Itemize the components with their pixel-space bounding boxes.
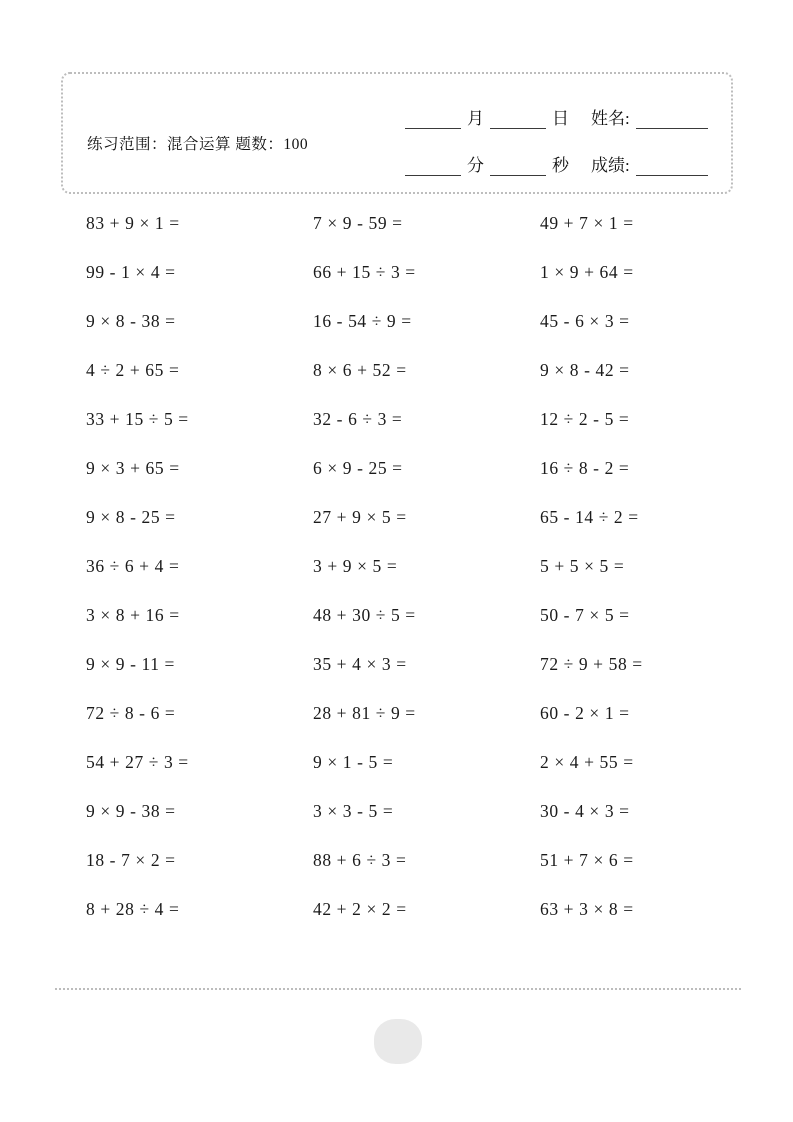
score-label: 成绩:	[591, 156, 630, 175]
practice-range-label: 练习范围：混合运算 题数：100	[87, 136, 309, 153]
problem-expression: 9 × 3 + 65 =	[86, 458, 180, 478]
problem-expression: 9 × 9 - 38 =	[86, 801, 176, 821]
problem-expression: 35 + 4 × 3 =	[313, 654, 407, 674]
problem-expression: 33 + 15 ÷ 5 =	[86, 409, 189, 429]
header-box	[61, 72, 733, 194]
minute-unit-label: 分	[467, 156, 484, 175]
problem-expression: 60 - 2 × 1 =	[540, 703, 630, 723]
problem-expression: 9 × 8 - 42 =	[540, 360, 630, 380]
problem-expression: 50 - 7 × 5 =	[540, 605, 630, 625]
second-blank-line	[490, 162, 546, 176]
problem-expression: 16 ÷ 8 - 2 =	[540, 458, 630, 478]
problems-grid	[86, 199, 746, 934]
problem-expression: 48 + 30 ÷ 5 =	[313, 605, 416, 625]
date-name-line	[399, 104, 708, 129]
problem-expression: 9 × 8 - 38 =	[86, 311, 176, 331]
problem-expression: 49 + 7 × 1 =	[540, 213, 634, 233]
month-blank-line	[405, 115, 461, 129]
problem-expression: 4 ÷ 2 + 65 =	[86, 360, 180, 380]
problem-expression: 72 ÷ 8 - 6 =	[86, 703, 176, 723]
problem-expression: 45 - 6 × 3 =	[540, 311, 630, 331]
problem-expression: 72 ÷ 9 + 58 =	[540, 654, 643, 674]
problem-expression: 30 - 4 × 3 =	[540, 801, 630, 821]
problem-expression: 63 + 3 × 8 =	[540, 899, 634, 919]
problem-expression: 8 × 6 + 52 =	[313, 360, 407, 380]
problem-expression: 32 - 6 ÷ 3 =	[313, 409, 403, 429]
problem-expression: 9 × 1 - 5 =	[313, 752, 394, 772]
page-break-divider	[55, 988, 741, 990]
problem-expression: 3 × 8 + 16 =	[86, 605, 180, 625]
problem-expression: 18 - 7 × 2 =	[86, 850, 176, 870]
problem-expression: 42 + 2 × 2 =	[313, 899, 407, 919]
day-unit-label: 日	[552, 109, 569, 128]
problem-expression: 51 + 7 × 6 =	[540, 850, 634, 870]
second-unit-label: 秒	[552, 156, 569, 175]
problem-expression: 99 - 1 × 4 =	[86, 262, 176, 282]
minute-blank-line	[405, 162, 461, 176]
problem-expression: 83 + 9 × 1 =	[86, 213, 180, 233]
problem-expression: 28 + 81 ÷ 9 =	[313, 703, 416, 723]
problem-expression: 6 × 9 - 25 =	[313, 458, 403, 478]
problem-expression: 16 - 54 ÷ 9 =	[313, 311, 412, 331]
problem-expression: 9 × 9 - 11 =	[86, 654, 175, 674]
name-blank-line	[636, 115, 708, 129]
problem-expression: 65 - 14 ÷ 2 =	[540, 507, 639, 527]
problem-expression: 2 × 4 + 55 =	[540, 752, 634, 772]
problem-expression: 5 + 5 × 5 =	[540, 556, 625, 576]
problem-expression: 12 ÷ 2 - 5 =	[540, 409, 630, 429]
problem-expression: 7 × 9 - 59 =	[313, 213, 403, 233]
problem-expression: 36 ÷ 6 + 4 =	[86, 556, 180, 576]
problem-expression: 8 + 28 ÷ 4 =	[86, 899, 180, 919]
time-score-line	[399, 151, 708, 176]
name-label: 姓名:	[591, 109, 630, 128]
problem-expression: 3 + 9 × 5 =	[313, 556, 398, 576]
problem-expression: 1 × 9 + 64 =	[540, 262, 634, 282]
problem-expression: 88 + 6 ÷ 3 =	[313, 850, 407, 870]
score-blank-line	[636, 162, 708, 176]
footer-placeholder-shape	[374, 1019, 422, 1064]
problem-expression: 9 × 8 - 25 =	[86, 507, 176, 527]
day-blank-line	[490, 115, 546, 129]
problem-expression: 54 + 27 ÷ 3 =	[86, 752, 189, 772]
problem-expression: 27 + 9 × 5 =	[313, 507, 407, 527]
month-unit-label: 月	[467, 109, 484, 128]
problem-expression: 66 + 15 ÷ 3 =	[313, 262, 416, 282]
problem-expression: 3 × 3 - 5 =	[313, 801, 394, 821]
